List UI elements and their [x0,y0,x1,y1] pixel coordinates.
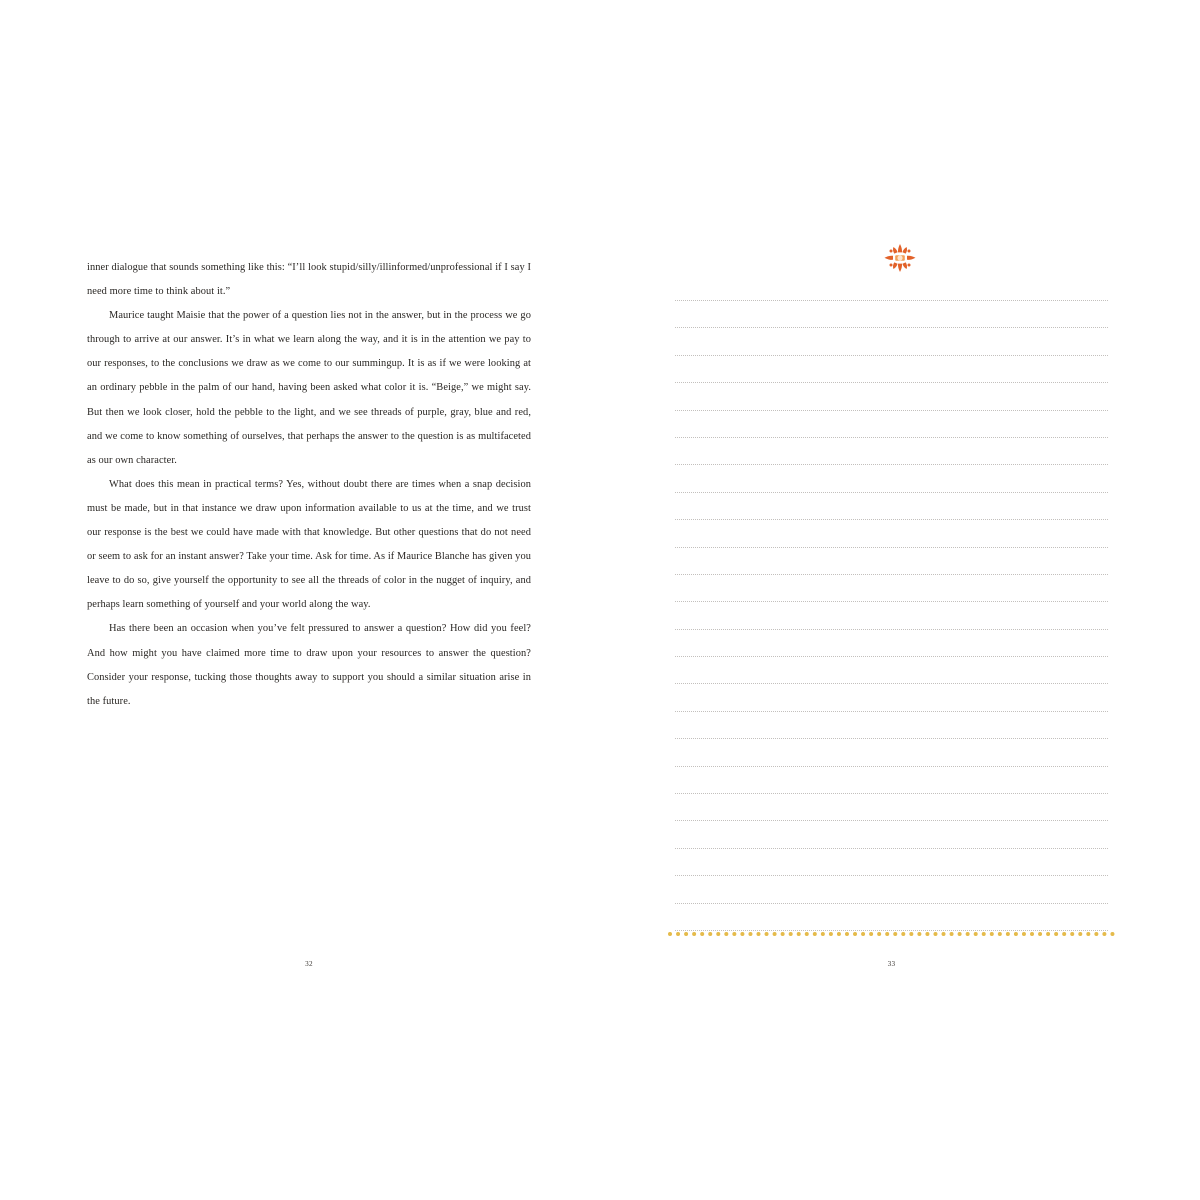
body-paragraph: Maurice taught Maisie that the power of a question lies not in the answer, but in the process we go through to arrive at our answer. It’s in what we learn along the way, and it is in the attention we pay to our responses, to the conclusions we draw as we come to our summingup. It is as if we were looking at an ordinary pebble in the palm of our hand, having been asked what color it is. “Beige,” we might say. But then we look closer, hold the pebble to the light, and we see threads of purple, gray, blue and red, and we come to know something of ourselves, that perhaps the answer to the question is as multifaceted as our own character. [87,310,531,466]
writing-line [675,848,1108,875]
writing-line [675,683,1108,710]
writing-line [675,547,1108,574]
writing-line [675,382,1108,409]
writing-line [675,738,1108,765]
writing-line [675,766,1108,793]
writing-line [675,437,1108,464]
writing-line [675,903,1108,930]
right-page [600,0,1200,1200]
decorative-bottom-border [668,932,1115,941]
left-page-text-block [87,256,531,714]
body-paragraph: inner dialogue that sounds something like this: “I’ll look stupid/silly/illinformed/unprofessional if I say I need more time to think about it.” [87,262,531,298]
writing-line [675,875,1108,902]
writing-line [675,711,1108,738]
body-paragraph: What does this mean in practical terms? Yes, without doubt there are times when a snap decision must be made, but in that instance we draw upon information available to us at the time, and we trust our response is the best we could have made with that knowledge. But other questions that do not need or seem to ask for an instant answer? Take your time. Ask for time. As if Maurice Blanche has given you leave to do so, give yourself the opportunity to see all the threads of color in the nugget of inquiry, and perhaps learn something of yourself and your world along the way. [87,478,531,611]
writing-line [675,574,1108,601]
writing-line [675,793,1108,820]
writing-line [675,464,1108,491]
writing-line [675,327,1108,354]
body-paragraph: Has there been an occasion when you’ve felt pressured to answer a question? How did you feel? And how might you have claimed more time to draw upon your resources to answer the question? Consider your response, tucking those thoughts away to support you should a similar situation arise in the future. [87,623,531,707]
writing-line [675,300,1108,327]
writing-line [675,355,1108,382]
writing-lines [675,300,1108,957]
writing-line [675,492,1108,519]
writing-line [675,410,1108,437]
writing-line [675,820,1108,847]
writing-line [675,656,1108,683]
right-page-number: 33 [887,960,896,968]
writing-line [675,519,1108,546]
writing-line [675,601,1108,628]
floral-fleuron-icon [600,238,1200,278]
writing-line [675,629,1108,656]
left-page-number: 32 [305,960,313,968]
